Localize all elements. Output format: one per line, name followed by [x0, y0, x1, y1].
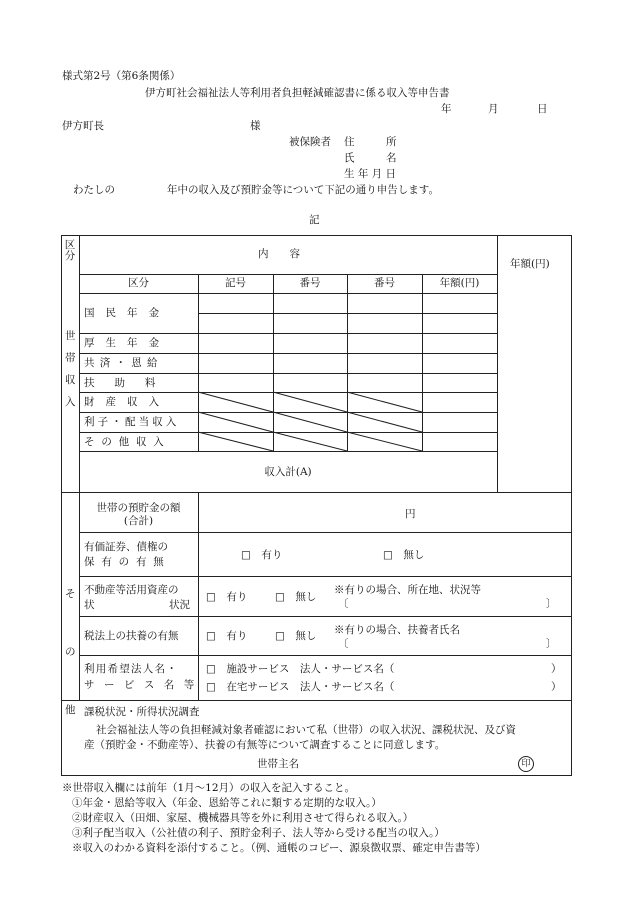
savings-label: 世帯の預貯金の額 [96, 502, 181, 514]
realestate-label-sub: 状 状況 [84, 599, 190, 611]
date-month: 月 [488, 103, 499, 115]
note-5: ※収入のわかる資料を添付すること。（例、通帳のコピー、源泉徴収票、確定申告書等） [72, 842, 486, 854]
consent-text-1: 社会福祉法人等の負担軽減対象者確認において私（世帯）の収入状況、課税状況、及び資 [96, 724, 516, 736]
seal-mark: 印 [518, 756, 534, 772]
form-number: 様式第2号（第6条関係） [62, 70, 181, 82]
home-service-line[interactable]: □ 在宅サービス 法人・サービス名（ [206, 681, 395, 693]
tax-note: ※有りの場合、扶養者氏名 [334, 624, 460, 636]
realestate-bracket-close: 〕 [546, 598, 557, 610]
insured-address-label: 住 所 [344, 136, 397, 148]
household-head-label: 世帯主名 [257, 758, 299, 770]
tax-bracket-close: 〕 [546, 638, 557, 650]
realestate-yes-checkbox[interactable]: □ 有り [206, 591, 248, 603]
note-3: ②財産収入（田畑、家屋、機械器具等を外に利用させて得られる収入。） [72, 812, 414, 824]
tax-dependent-label: 税法上の扶養の有無 [84, 630, 179, 642]
facility-label: 利用希望法人名・ [84, 663, 179, 675]
facility-label-sub: サービス名等 [84, 679, 204, 691]
sub-header-kigou: 記号 [225, 277, 246, 289]
addressee-sama: 様 [250, 120, 261, 132]
facility-paren-close: ） [551, 663, 562, 675]
income-row-fujo: 扶助料 [84, 377, 176, 389]
realestate-no-checkbox[interactable]: □ 無し [275, 591, 317, 603]
realestate-label: 不動産等活用資産の [84, 584, 179, 596]
sub-header-bangou-1: 番号 [299, 277, 321, 289]
date-day: 日 [537, 103, 548, 115]
facility-service-line[interactable]: □ 施設サービス 法人・サービス名（ [206, 663, 395, 675]
sonota-label: その他 [65, 588, 76, 716]
note-1: ※世帯収入欄には前年（1月～12月）の収入を記入すること。 [62, 782, 356, 794]
ki-heading: 記 [309, 214, 320, 226]
securities-yes-checkbox[interactable]: □ 有り [241, 549, 283, 561]
note-4: ③利子配当収入（公社債の利子、預貯金利子、法人等から受ける配当の収入。） [72, 827, 445, 839]
date-year: 年 [441, 103, 452, 115]
setai-shunyu-label: 世帯収入 [65, 330, 76, 408]
home-paren-close: ） [551, 681, 562, 693]
income-row-sonota: その他収入 [84, 436, 171, 448]
insured-label: 被保険者 [289, 136, 331, 148]
savings-label-sub: (合計) [123, 515, 154, 527]
insured-dob-label: 生 年 月 日 [344, 168, 397, 180]
securities-label-sub: 保有の有無 [84, 556, 171, 568]
income-row-kokumin: 国民年金 [84, 307, 171, 319]
consent-title: 課税状況・所得状況調査 [84, 706, 200, 718]
savings-unit: 円 [405, 508, 416, 520]
sub-header-nengaku: 年額(円) [439, 277, 480, 289]
nengaku-header: 年額(円) [510, 258, 550, 270]
income-row-rishi: 利子・配当収入 [84, 416, 180, 428]
form-title: 伊方町社会福祉法人等利用者負担軽減確認書に係る収入等申告書 [145, 87, 450, 99]
sub-header-bangou-2: 番号 [374, 277, 395, 289]
sub-header-kubun: 区分 [128, 277, 149, 289]
income-row-zaisan: 財産収入 [84, 396, 171, 408]
kubun-header: 区分 [64, 239, 76, 262]
realestate-note: ※有りの場合、所在地、状況等 [334, 584, 481, 596]
income-row-kyousai: 共済・恩給 [84, 357, 163, 369]
note-2: ①年金・恩給等収入（年金、恩給等これに類する定期的な収入。） [72, 797, 382, 809]
securities-no-checkbox[interactable]: □ 無し [383, 549, 425, 561]
income-row-kousei: 厚生年金 [84, 337, 171, 349]
tax-bracket-open: 〔 [338, 638, 349, 650]
tax-yes-checkbox[interactable]: □ 有り [206, 630, 248, 642]
securities-label: 有価証券、債権の [84, 541, 168, 553]
declaration-prefix: わたしの [73, 184, 115, 196]
consent-text-2: 産（預貯金・不動産等）、扶養の有無等について調査することに同意します。 [84, 739, 446, 751]
addressee-mayor: 伊方町長 [62, 120, 104, 132]
declaration-text: 年中の収入及び預貯金等について下記の通り申告します。 [167, 184, 439, 196]
income-total-label: 収入計(A) [264, 466, 312, 478]
naiyou-header: 内 容 [258, 248, 300, 260]
realestate-bracket-open: 〔 [338, 598, 349, 610]
tax-no-checkbox[interactable]: □ 無し [275, 630, 317, 642]
insured-name-label: 氏 名 [344, 152, 397, 164]
